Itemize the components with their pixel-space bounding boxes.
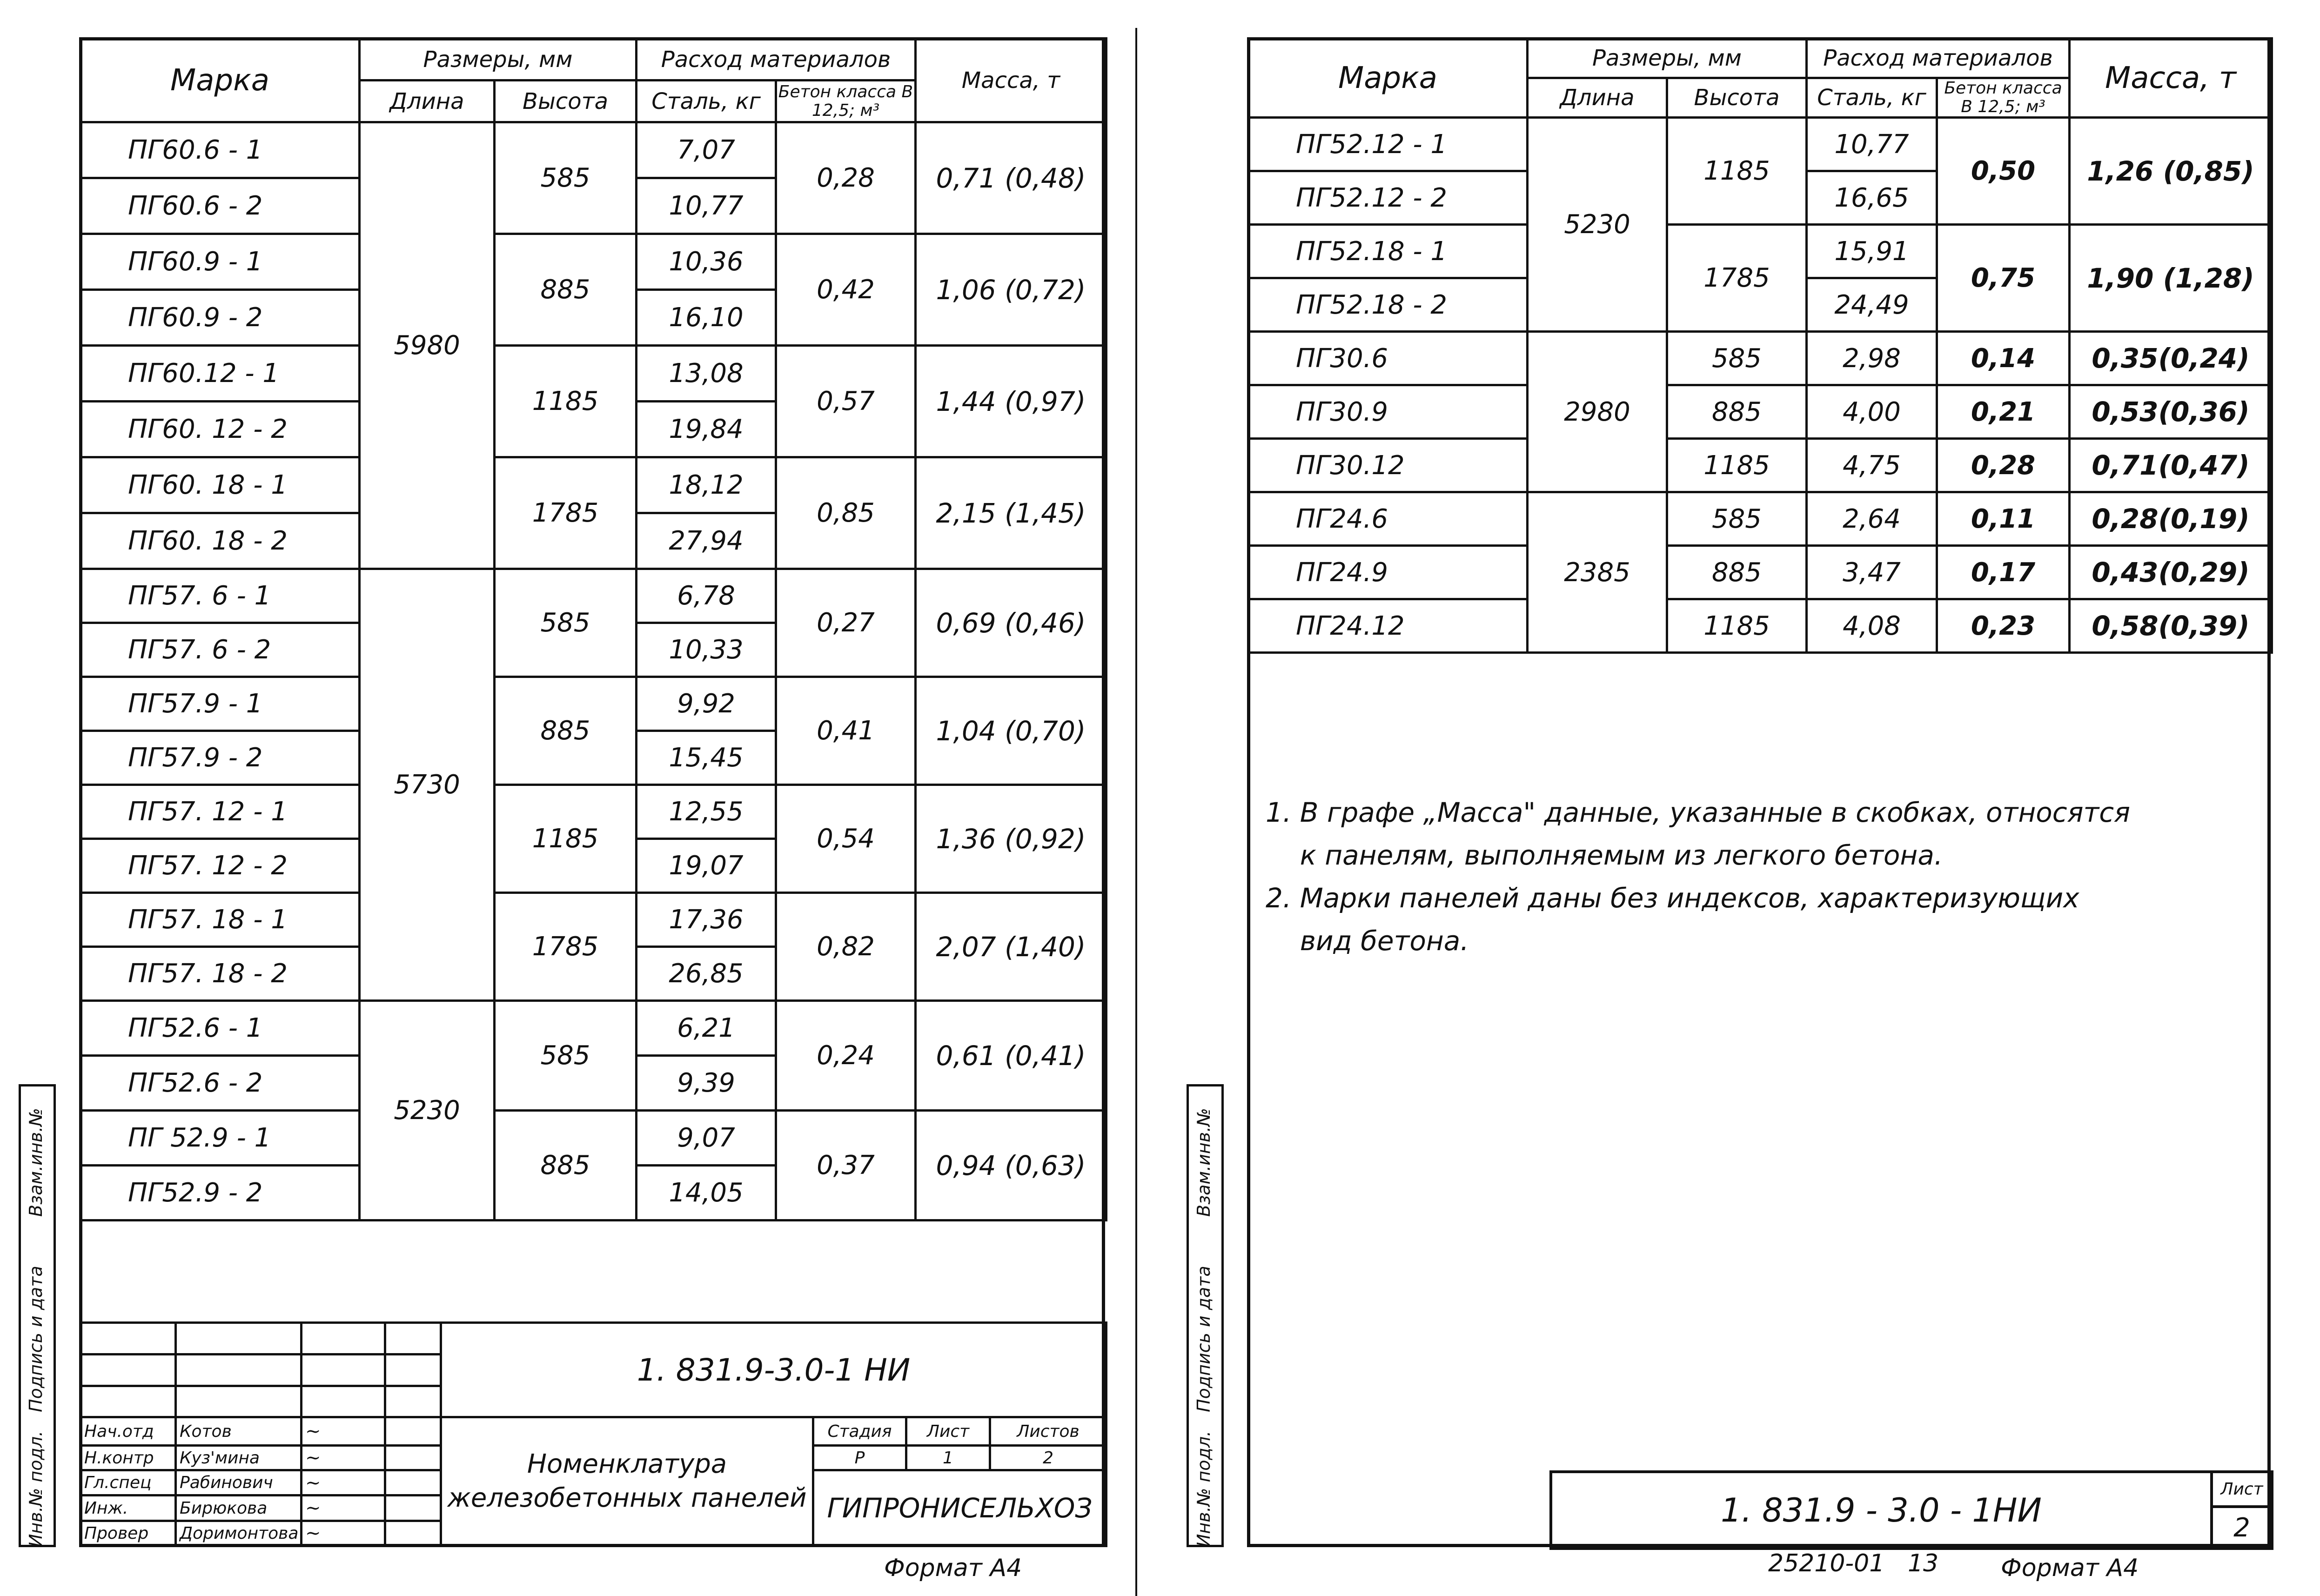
steel-cell: 26,85 [637,947,776,1001]
signature: ~ [302,1445,385,1470]
sidebar-label: Взам.инв.№ [1194,1108,1214,1217]
col-dims-header: Размеры, мм [1528,39,1807,78]
steel-cell: 12,55 [637,785,776,839]
concrete-cell: 0,37 [776,1111,916,1220]
concrete-cell: 0,50 [1937,118,2070,225]
mass-cell: 1,36 (0,92) [916,785,1106,893]
height-cell: 585 [1667,492,1807,546]
steel-cell: 10,77 [1807,118,1937,171]
doc-title-line: Номенклатура [527,1449,727,1480]
steel-cell: 10,36 [637,234,776,290]
sidebar-label: Взам.инв.№ [26,1108,46,1217]
name-cell: Бирюкова [176,1495,302,1521]
steel-cell: 4,75 [1807,439,1937,492]
signature: ~ [302,1521,385,1546]
signature: ~ [302,1470,385,1495]
length-cell: 5230 [360,1001,495,1220]
sheet-label: Лист [2212,1472,2272,1507]
height-cell: 1185 [1667,599,1807,653]
sidebar-label: Инв.№ подл. [1194,1430,1214,1547]
steel-cell: 9,07 [637,1111,776,1166]
doc-title [441,1417,813,1546]
steel-cell: 17,36 [637,893,776,947]
table-row-mark: ПГ60.9 - 2 [80,290,360,346]
sheet-value: 1 [906,1445,990,1470]
mass-cell: 0,71 (0,48) [916,122,1106,234]
table-row-mark: ПГ60. 12 - 2 [80,402,360,457]
sidebar-label: Инв.№ подл. [26,1430,46,1547]
name-cell: Рабинович [176,1470,302,1495]
table-row-mark: ПГ30.12 [1248,439,1528,492]
concrete-cell: 0,85 [776,457,916,569]
stage-value: Р [813,1445,906,1470]
steel-cell: 10,33 [637,623,776,677]
mass-cell: 1,44 (0,97) [916,346,1106,457]
table-row-mark: ПГ57.9 - 1 [80,677,360,731]
concrete-cell: 0,28 [1937,439,2070,492]
note-line: к панелям, выполняемым из легкого бетона. [1266,839,1943,871]
steel-cell: 4,00 [1807,385,1937,439]
table-row-mark: ПГ60. 18 - 2 [80,513,360,569]
concrete-cell: 0,17 [1937,546,2070,599]
height-cell: 585 [1667,332,1807,385]
col-consumption-header: Расход материалов [1807,39,2070,78]
table-row-mark: ПГ24.12 [1248,599,1528,653]
left-table [79,37,1107,1221]
doc-code: 1. 831.9-3.0-1 НИ [441,1323,1106,1417]
height-cell: 885 [1667,385,1807,439]
table-row-mark: ПГ57. 12 - 1 [80,785,360,839]
table-row-mark: ПГ57. 18 - 1 [80,893,360,947]
mass-cell: 0,43(0,29) [2070,546,2272,599]
height-cell: 885 [495,677,637,785]
left-title-block [79,1321,1107,1547]
right-title-block [1549,1470,2273,1550]
doc-code: 1. 831.9 - 3.0 - 1НИ [1551,1472,2212,1549]
mass-cell: 2,15 (1,45) [916,457,1106,569]
table-row-mark: ПГ30.6 [1248,332,1528,385]
concrete-cell: 0,24 [776,1001,916,1111]
name-cell: Котов [176,1417,302,1446]
mass-cell: 1,90 (1,28) [2070,225,2272,332]
length-cell: 2385 [1528,492,1667,653]
sheet-divider [1135,28,1137,1596]
table-row-mark: ПГ60.12 - 1 [80,346,360,402]
sheets-value: 2 [990,1445,1106,1470]
steel-cell: 10,77 [637,178,776,234]
steel-cell: 9,39 [637,1056,776,1111]
length-cell: 5980 [360,122,495,569]
name-cell: Куз'мина [176,1445,302,1470]
length-cell: 5730 [360,569,495,1001]
steel-cell: 24,49 [1807,278,1937,332]
mass-cell: 1,06 (0,72) [916,234,1106,346]
mass-cell: 0,71(0,47) [2070,439,2272,492]
concrete-cell: 0,75 [1937,225,2070,332]
steel-cell: 14,05 [637,1166,776,1220]
table-row-mark: ПГ52.6 - 2 [80,1056,360,1111]
role-cell: Инж. [80,1495,176,1521]
concrete-cell: 0,11 [1937,492,2070,546]
name-cell: Доримонтова [176,1521,302,1546]
mass-cell: 1,04 (0,70) [916,677,1106,785]
concrete-cell: 0,14 [1937,332,2070,385]
archive-number: 25210-01 13 [1768,1549,1939,1577]
steel-cell: 2,98 [1807,332,1937,385]
steel-cell: 6,21 [637,1001,776,1056]
note-line: вид бетона. [1266,925,1469,957]
right-sidebar-stamp [1187,1084,1224,1547]
col-length-header: Длина [360,80,495,122]
table-row-mark: ПГ52.12 - 1 [1248,118,1528,171]
steel-cell: 16,10 [637,290,776,346]
col-dims-header: Размеры, мм [360,39,637,80]
steel-cell: 19,07 [637,839,776,893]
steel-cell: 3,47 [1807,546,1937,599]
steel-cell: 7,07 [637,122,776,178]
height-cell: 585 [495,569,637,677]
table-row-mark: ПГ60.6 - 1 [80,122,360,178]
height-cell: 885 [495,234,637,346]
col-length-header: Длина [1528,78,1667,118]
concrete-cell: 0,41 [776,677,916,785]
height-cell: 885 [495,1111,637,1220]
steel-cell: 4,08 [1807,599,1937,653]
table-row-mark: ПГ57. 12 - 2 [80,839,360,893]
table-row-mark: ПГ30.9 [1248,385,1528,439]
table-row-mark: ПГ60.9 - 1 [80,234,360,290]
table-row-mark: ПГ57. 18 - 2 [80,947,360,1001]
role-cell: Нач.отд [80,1417,176,1446]
sheet-value: 2 [2212,1507,2272,1549]
col-mark-header: Марка [1248,39,1528,118]
mass-cell: 0,53(0,36) [2070,385,2272,439]
table-row-mark: ПГ24.6 [1248,492,1528,546]
height-cell: 585 [495,1001,637,1111]
col-steel-header: Сталь, кг [1807,78,1937,118]
height-cell: 1185 [1667,439,1807,492]
concrete-cell: 0,82 [776,893,916,1001]
table-row-mark: ПГ 52.9 - 1 [80,1111,360,1166]
sidebar-label: Подпись и дата [1194,1266,1214,1412]
signature: ~ [302,1495,385,1521]
mass-cell: 0,28(0,19) [2070,492,2272,546]
concrete-cell: 0,54 [776,785,916,893]
format-label: Формат А4 [884,1554,1022,1582]
table-row-mark: ПГ52.6 - 1 [80,1001,360,1056]
col-concrete-header: Бетон класса В 12,5; м³ [776,80,916,122]
col-steel-header: Сталь, кг [637,80,776,122]
mass-cell: 0,35(0,24) [2070,332,2272,385]
height-cell: 1185 [495,346,637,457]
height-cell: 885 [1667,546,1807,599]
note-line: 1. В графе „Масса" данные, указанные в скобках, относятся [1266,797,2131,828]
role-cell: Провер [80,1521,176,1546]
steel-cell: 15,91 [1807,225,1937,278]
steel-cell: 15,45 [637,731,776,785]
table-row-mark: ПГ60.6 - 2 [80,178,360,234]
mass-cell: 2,07 (1,40) [916,893,1106,1001]
concrete-cell: 0,28 [776,122,916,234]
height-cell: 1185 [495,785,637,893]
steel-cell: 27,94 [637,513,776,569]
steel-cell: 2,64 [1807,492,1937,546]
concrete-cell: 0,42 [776,234,916,346]
notes [1266,791,2243,962]
stage-label: Стадия [813,1417,906,1446]
mass-cell: 1,26 (0,85) [2070,118,2272,225]
height-cell: 585 [495,122,637,234]
format-label: Формат А4 [2001,1554,2139,1582]
steel-cell: 9,92 [637,677,776,731]
steel-cell: 18,12 [637,457,776,513]
table-row-mark: ПГ57. 6 - 2 [80,623,360,677]
table-row-mark: ПГ52.18 - 2 [1248,278,1528,332]
concrete-cell: 0,57 [776,346,916,457]
col-mass-header: Масса, т [916,39,1106,122]
organization: ГИПРОНИСЕЛЬХОЗ [813,1470,1106,1546]
height-cell: 1785 [495,893,637,1001]
sheets-label: Листов [990,1417,1106,1446]
mass-cell: 0,61 (0,41) [916,1001,1106,1111]
role-cell: Гл.спец [80,1470,176,1495]
table-row-mark: ПГ60. 18 - 1 [80,457,360,513]
col-consumption-header: Расход материалов [637,39,916,80]
mass-cell: 0,69 (0,46) [916,569,1106,677]
steel-cell: 13,08 [637,346,776,402]
height-cell: 1785 [495,457,637,569]
col-height-header: Высота [1667,78,1807,118]
height-cell: 1785 [1667,225,1807,332]
table-row-mark: ПГ57.9 - 2 [80,731,360,785]
length-cell: 2980 [1528,332,1667,492]
sidebar-label: Подпись и дата [26,1266,46,1412]
steel-cell: 6,78 [637,569,776,623]
concrete-cell: 0,27 [776,569,916,677]
mass-cell: 0,58(0,39) [2070,599,2272,653]
steel-cell: 19,84 [637,402,776,457]
col-mark-header: Марка [80,39,360,122]
steel-cell: 16,65 [1807,171,1937,225]
left-sidebar-stamp [19,1084,56,1547]
col-height-header: Высота [495,80,637,122]
table-row-mark: ПГ52.12 - 2 [1248,171,1528,225]
mass-cell: 0,94 (0,63) [916,1111,1106,1220]
table-row-mark: ПГ52.18 - 1 [1248,225,1528,278]
col-concrete-header: Бетон класса В 12,5; м³ [1937,78,2070,118]
table-row-mark: ПГ24.9 [1248,546,1528,599]
length-cell: 5230 [1528,118,1667,332]
signature: ~ [302,1417,385,1446]
table-row-mark: ПГ52.9 - 2 [80,1166,360,1220]
col-mass-header: Масса, т [2070,39,2272,118]
table-row-mark: ПГ57. 6 - 1 [80,569,360,623]
role-cell: Н.контр [80,1445,176,1470]
sheet-label: Лист [906,1417,990,1446]
height-cell: 1185 [1667,118,1807,225]
note-line: 2. Марки панелей даны без индексов, характеризующих [1266,882,2079,914]
concrete-cell: 0,21 [1937,385,2070,439]
right-table [1247,37,2273,654]
doc-title-line: железобетонных панелей [447,1483,807,1514]
concrete-cell: 0,23 [1937,599,2070,653]
